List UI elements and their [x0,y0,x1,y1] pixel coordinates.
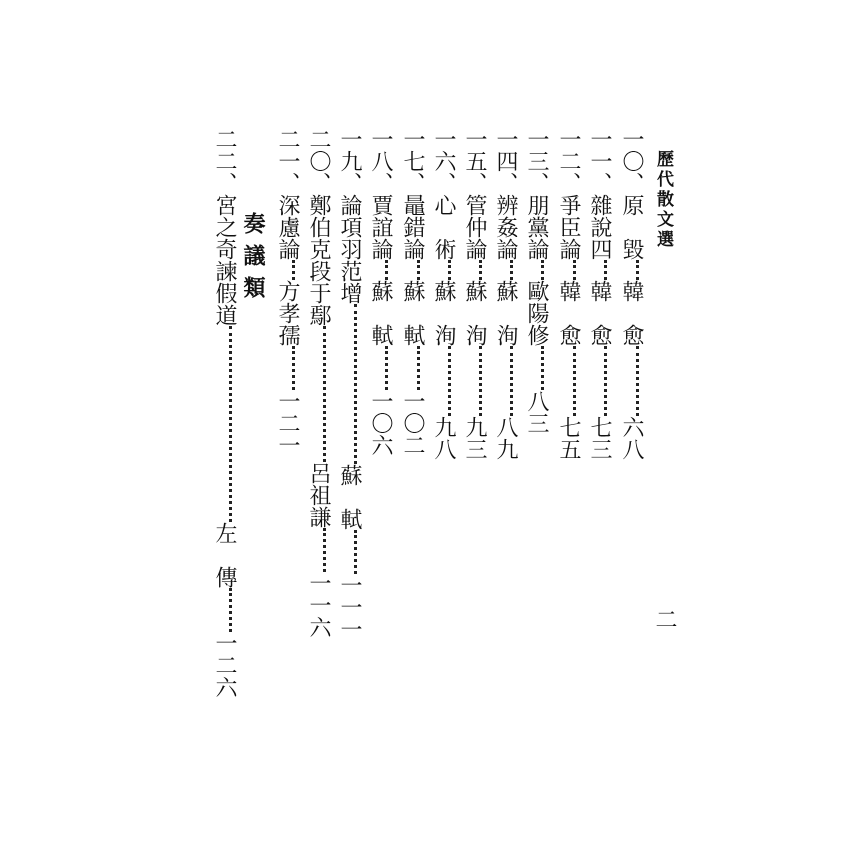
entry-page: 一二一 [275,390,300,456]
entry-author: 左 傳 [212,522,237,588]
entry-title: 辨姦論 [493,194,518,260]
toc-entry [430,128,456,753]
dotted-leader [448,346,451,416]
dotted-leader [573,260,576,280]
entry-author: 蘇 洵 [462,280,487,346]
entry-author: 韓 愈 [556,280,581,346]
toc-entry [305,128,331,753]
entry-page: 九八 [431,416,456,460]
toc-entry [555,128,581,753]
toc-entry [211,128,237,753]
entry-author: 韓 愈 [587,280,612,346]
toc-entry [367,128,393,753]
entry-title: 爭臣論 [556,194,581,260]
entry-number: 一三、 [524,128,549,194]
toc-entry [523,128,549,753]
entry-number: 二二、 [212,128,237,194]
dotted-leader [292,346,295,390]
entry-title: 管仲論 [462,194,487,260]
dotted-leader [604,260,607,280]
dotted-leader [385,346,388,390]
entry-title: 鄭伯克段于鄢 [306,194,331,326]
entry-title: 雜說四 [587,194,612,260]
entry-page: 一一六 [306,572,331,638]
toc-entry [618,128,644,753]
entry-page: 一二六 [212,632,237,698]
dotted-leader [573,346,576,416]
toc-entry [492,128,518,753]
dotted-leader [510,260,513,280]
entry-number: 一一、 [587,128,612,194]
entry-page: 六八 [619,416,644,460]
entry-page: 七五 [556,416,581,460]
entry-title: 宮之奇諫假道 [212,194,237,326]
dotted-leader [604,346,607,416]
entry-number: 一五、 [462,128,487,194]
toc-entry [586,128,612,753]
dotted-leader [541,346,544,390]
entry-page: 一〇二 [400,390,425,456]
entry-author: 蘇 洵 [431,280,456,346]
entry-title: 深慮論 [275,194,300,260]
entry-number: 二〇、 [306,128,331,194]
toc-entry [274,128,300,753]
dotted-leader [541,260,544,280]
section-heading: 奏議類 [240,212,266,308]
entry-number: 一二、 [556,128,581,194]
dotted-leader [229,326,232,522]
entry-page: 七三 [587,416,612,460]
dotted-leader [479,260,482,280]
entry-page: 八三 [524,390,549,434]
dotted-leader [323,326,326,462]
dotted-leader [636,260,639,280]
dotted-leader [229,588,232,632]
dotted-leader [417,260,420,280]
entry-number: 一六、 [431,128,456,194]
entry-number: 一九、 [337,128,362,194]
entry-number: 二一、 [275,128,300,194]
entry-author: 蘇 軾 [368,280,393,346]
entry-author: 蘇 洵 [493,280,518,346]
dotted-leader [292,260,295,280]
entry-author: 呂祖謙 [306,462,331,528]
entry-author: 蘇 軾 [337,464,362,530]
dotted-leader [354,530,357,574]
entry-number: 一四、 [493,128,518,194]
dotted-leader [479,346,482,416]
entry-title: 心 術 [431,194,456,260]
dotted-leader [510,346,513,416]
entry-author: 韓 愈 [619,280,644,346]
entry-title: 原 毀 [619,194,644,260]
dotted-leader [354,304,357,464]
entry-author: 方孝孺 [275,280,300,346]
entry-author: 蘇 軾 [400,280,425,346]
entry-page: 九三 [462,416,487,460]
dotted-leader [417,346,420,390]
dotted-leader [323,528,326,572]
entry-title: 朋黨論 [524,194,549,260]
dotted-leader [385,260,388,280]
toc-entry [461,128,487,753]
toc-entry [336,128,362,753]
entry-page: 八九 [493,416,518,460]
dotted-leader [636,346,639,416]
book-title: 歷代散文選 [653,150,673,250]
entry-title: 賈誼論 [368,194,393,260]
page-number: 二 [652,608,677,630]
entry-page: 一一一 [337,574,362,640]
toc-entry [399,128,425,753]
entry-author: 歐陽修 [524,280,549,346]
entry-page: 一〇六 [368,390,393,456]
entry-title: 論項羽范增 [337,194,362,304]
entry-number: 一七、 [400,128,425,194]
entry-title: 鼂錯論 [400,194,425,260]
entry-number: 一〇、 [619,128,644,194]
dotted-leader [448,260,451,280]
entry-number: 一八、 [368,128,393,194]
